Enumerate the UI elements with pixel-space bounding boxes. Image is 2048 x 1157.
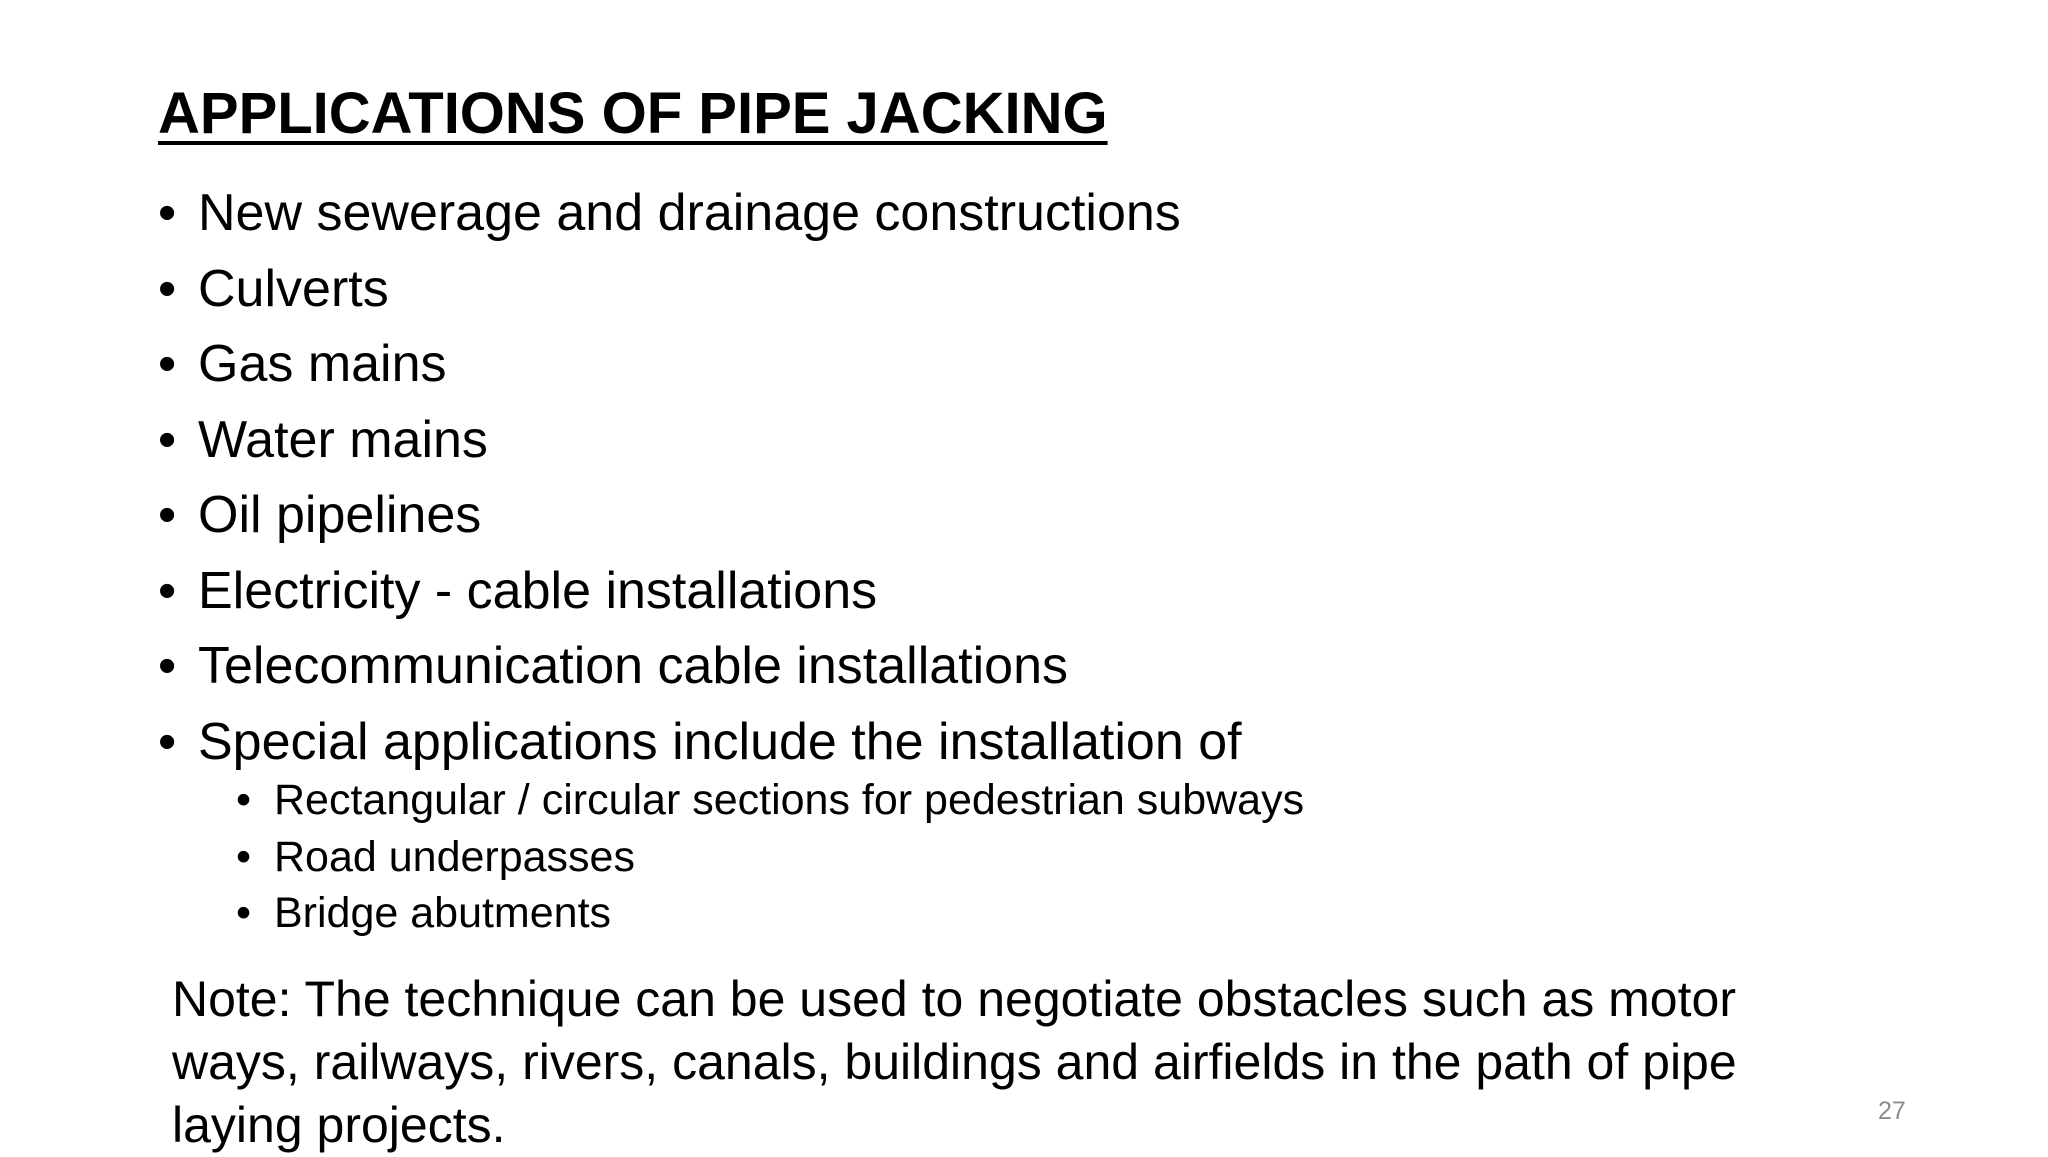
bullet-item [158, 478, 1242, 554]
bullet-icon: • [236, 832, 252, 881]
bullet-item [158, 629, 1242, 705]
bullet-item [158, 554, 1242, 630]
bullet-item [158, 403, 1242, 479]
sub-bullet-item [236, 829, 1304, 886]
bullet-icon: • [158, 335, 177, 393]
bullet-icon: • [158, 184, 177, 242]
sub-bullet-item [236, 772, 1304, 829]
bullet-text: Gas mains [198, 335, 447, 393]
bullet-icon: • [158, 712, 177, 771]
bullet-text: Culverts [198, 259, 389, 318]
bullet-text: Oil pipelines [198, 486, 482, 544]
bullet-text: New sewerage and drainage constructions [198, 184, 1181, 242]
sub-bullet-list [236, 772, 1304, 942]
sub-bullet-text: Rectangular / circular sections for pedestrian subways [274, 776, 1305, 824]
note-paragraph: Note: The technique can be used to negotiate obstacles such as motor ways, railways, rivers, canals, buildings and airfields in the path of pipe laying projects. [172, 971, 1737, 1153]
bullet-item [158, 705, 1242, 781]
bullet-item [158, 252, 1242, 328]
bullet-icon: • [158, 561, 177, 620]
sub-bullet-text: Road underpasses [274, 832, 635, 881]
bullet-text: Electricity - cable installations [198, 561, 878, 620]
bullet-icon: • [158, 486, 177, 544]
sub-bullet-item [236, 885, 1304, 942]
slide-title: APPLICATIONS OF PIPE JACKING [158, 81, 1108, 146]
bullet-icon: • [158, 259, 177, 318]
sub-bullet-text: Bridge abutments [274, 889, 612, 937]
bullet-list [158, 176, 1242, 780]
bullet-text: Telecommunication cable installations [198, 637, 1069, 695]
bullet-text: Water mains [198, 410, 488, 469]
bullet-text: Special applications include the installation of [198, 712, 1242, 771]
page-number: 27 [1878, 1097, 1906, 1125]
bullet-icon: • [236, 889, 252, 937]
bullet-icon: • [158, 637, 177, 695]
bullet-item [158, 176, 1242, 252]
bullet-icon: • [236, 776, 252, 824]
bullet-icon: • [158, 410, 177, 469]
bullet-item [158, 327, 1242, 403]
